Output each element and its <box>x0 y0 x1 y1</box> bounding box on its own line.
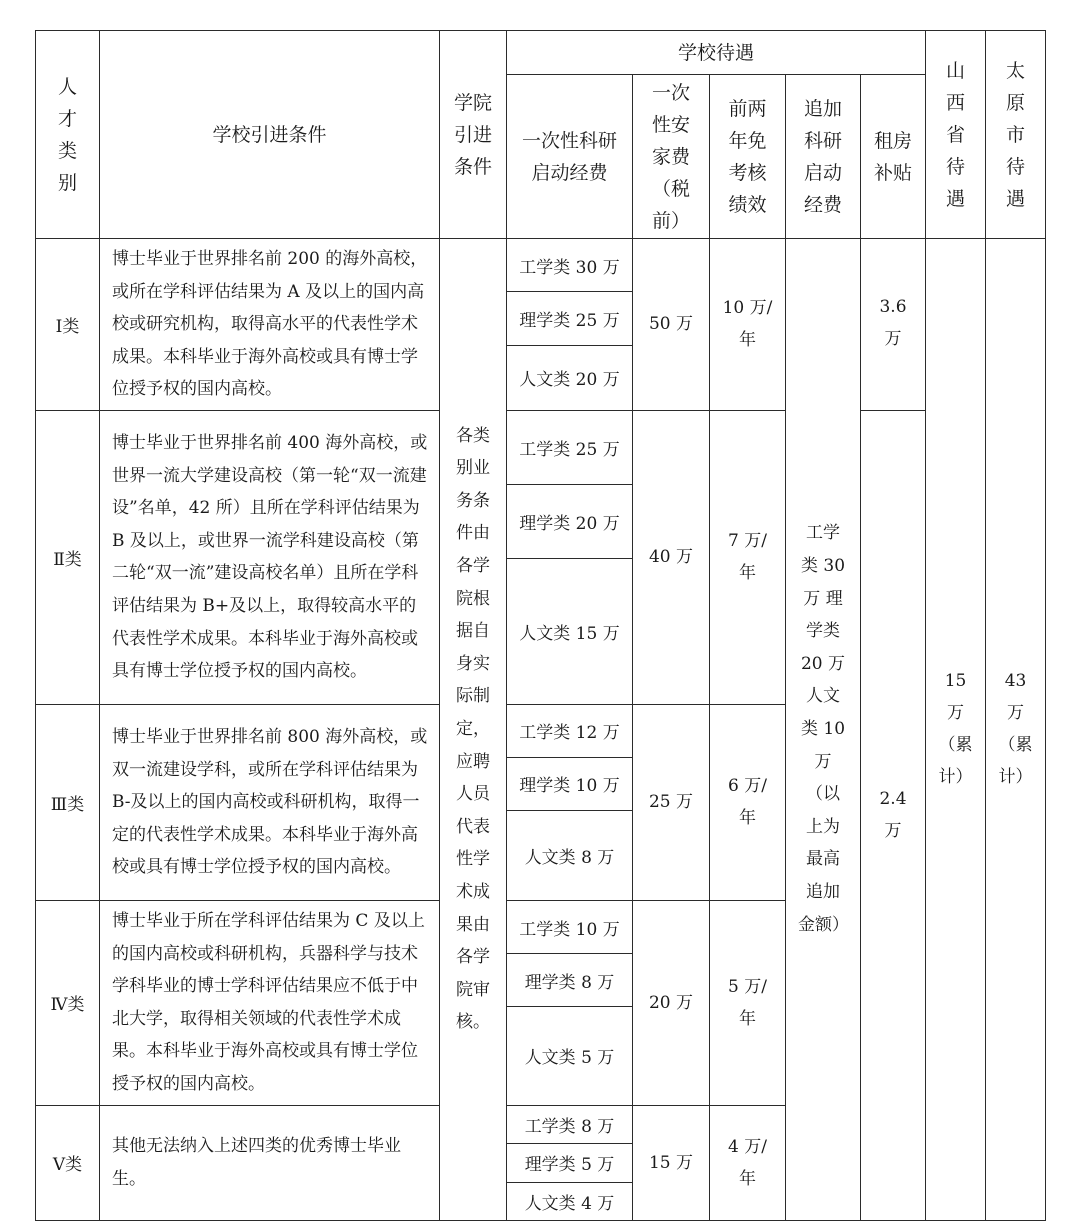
category-condition: 博士毕业于世界排名前 400 海外高校，或世界一流大学建设高校（第一轮“双一流建设”名单，42 所）且所在学科评估结果为 B 及以上，或世界一流学科建设高校（第二轮“双一流”建设高校名单）且所在学科评估结果为 B+及以上，取得较高水平的代表性学术成果。本科毕业于海外高校或具有博士学位授予权的国内高校。 <box>100 410 440 704</box>
exempt-assessment: 6 万/年 <box>710 704 786 900</box>
exempt-assessment: 7 万/年 <box>710 410 786 704</box>
startup-fund-engineering: 工学类 12 万 <box>507 704 633 757</box>
startup-fund-humanities: 人文类 4 万 <box>507 1182 633 1220</box>
settling-fee: 15 万 <box>633 1105 710 1220</box>
category-condition: 博士毕业于世界排名前 200 的海外高校，或所在学科评估结果为 A 及以上的国内高校或研究机构，取得高水平的代表性学术成果。本科毕业于海外高校或具有博士学位授予权的国内高校。 <box>100 239 440 411</box>
startup-fund-humanities: 人文类 15 万 <box>507 558 633 704</box>
header-settling-fee: 一次性安家费（税前） <box>633 75 710 239</box>
header-talent-category: 人才类别 <box>36 31 100 239</box>
header-exempt-assessment: 前两年免考核绩效 <box>710 75 786 239</box>
startup-fund-humanities: 人文类 20 万 <box>507 345 633 410</box>
startup-fund-science: 理学类 8 万 <box>507 954 633 1007</box>
header-startup-fund: 一次性科研启动经费 <box>507 75 633 239</box>
settling-fee: 50 万 <box>633 239 710 411</box>
additional-startup-fund: 工学类 30 万 理学类 20 万 人文类 10 万（以上为最高追加金额） <box>786 239 861 1221</box>
startup-fund-science: 理学类 20 万 <box>507 484 633 558</box>
startup-fund-science: 理学类 5 万 <box>507 1143 633 1182</box>
province-treatment: 15 万（累计） <box>926 239 986 1221</box>
category-label: Ⅲ类 <box>36 704 100 900</box>
rent-subsidy-tier1: 3.6 万 <box>861 239 926 411</box>
startup-fund-engineering: 工学类 8 万 <box>507 1105 633 1143</box>
header-school-conditions: 学校引进条件 <box>100 31 440 239</box>
category-label: Ⅳ类 <box>36 900 100 1105</box>
category-label: Ⅱ类 <box>36 410 100 704</box>
header-city-treatment: 太原市待遇 <box>986 31 1046 239</box>
startup-fund-engineering: 工学类 25 万 <box>507 410 633 484</box>
category-label: Ⅰ类 <box>36 239 100 411</box>
category-label: Ⅴ类 <box>36 1105 100 1220</box>
category-condition: 其他无法纳入上述四类的优秀博士毕业生。 <box>100 1105 440 1220</box>
startup-fund-science: 理学类 25 万 <box>507 292 633 345</box>
college-condition: 各类别业务条件由各学院根据自身实际制定，应聘人员代表性学术成果由各学院审核。 <box>440 239 507 1221</box>
rent-subsidy-tier2: 2.4 万 <box>861 410 926 1220</box>
category-condition: 博士毕业于所在学科评估结果为 C 及以上的国内高校或科研机构，兵器科学与技术学科毕业的博士学科评估结果应不低于中北大学，取得相关领域的代表性学术成果。本科毕业于海外高校或具有博士学位授予权的国内高校。 <box>100 900 440 1105</box>
settling-fee: 25 万 <box>633 704 710 900</box>
header-additional-fund: 追加科研启动经费 <box>786 75 861 239</box>
exempt-assessment: 4 万/年 <box>710 1105 786 1220</box>
table-row <box>36 239 1046 292</box>
header-province-treatment: 山西省待遇 <box>926 31 986 239</box>
settling-fee: 40 万 <box>633 410 710 704</box>
category-condition: 博士毕业于世界排名前 800 海外高校，或双一流建设学科，或所在学科评估结果为 B-及以上的国内高校或科研机构，取得一定的代表性学术成果。本科毕业于海外高校或具有博士学位授予权的国内高校。 <box>100 704 440 900</box>
startup-fund-engineering: 工学类 30 万 <box>507 239 633 292</box>
city-treatment: 43 万（累计） <box>986 239 1046 1221</box>
startup-fund-humanities: 人文类 5 万 <box>507 1007 633 1105</box>
header-school-treatment: 学校待遇 <box>507 31 926 75</box>
settling-fee: 20 万 <box>633 900 710 1105</box>
talent-policy-table <box>35 30 1046 1221</box>
exempt-assessment: 10 万/年 <box>710 239 786 411</box>
startup-fund-engineering: 工学类 10 万 <box>507 900 633 953</box>
table-row <box>36 410 1046 484</box>
exempt-assessment: 5 万/年 <box>710 900 786 1105</box>
header-row-1 <box>36 31 1046 75</box>
startup-fund-humanities: 人文类 8 万 <box>507 810 633 900</box>
header-college-conditions: 学院引进条件 <box>440 31 507 239</box>
header-rent-subsidy: 租房补贴 <box>861 75 926 239</box>
startup-fund-science: 理学类 10 万 <box>507 757 633 810</box>
